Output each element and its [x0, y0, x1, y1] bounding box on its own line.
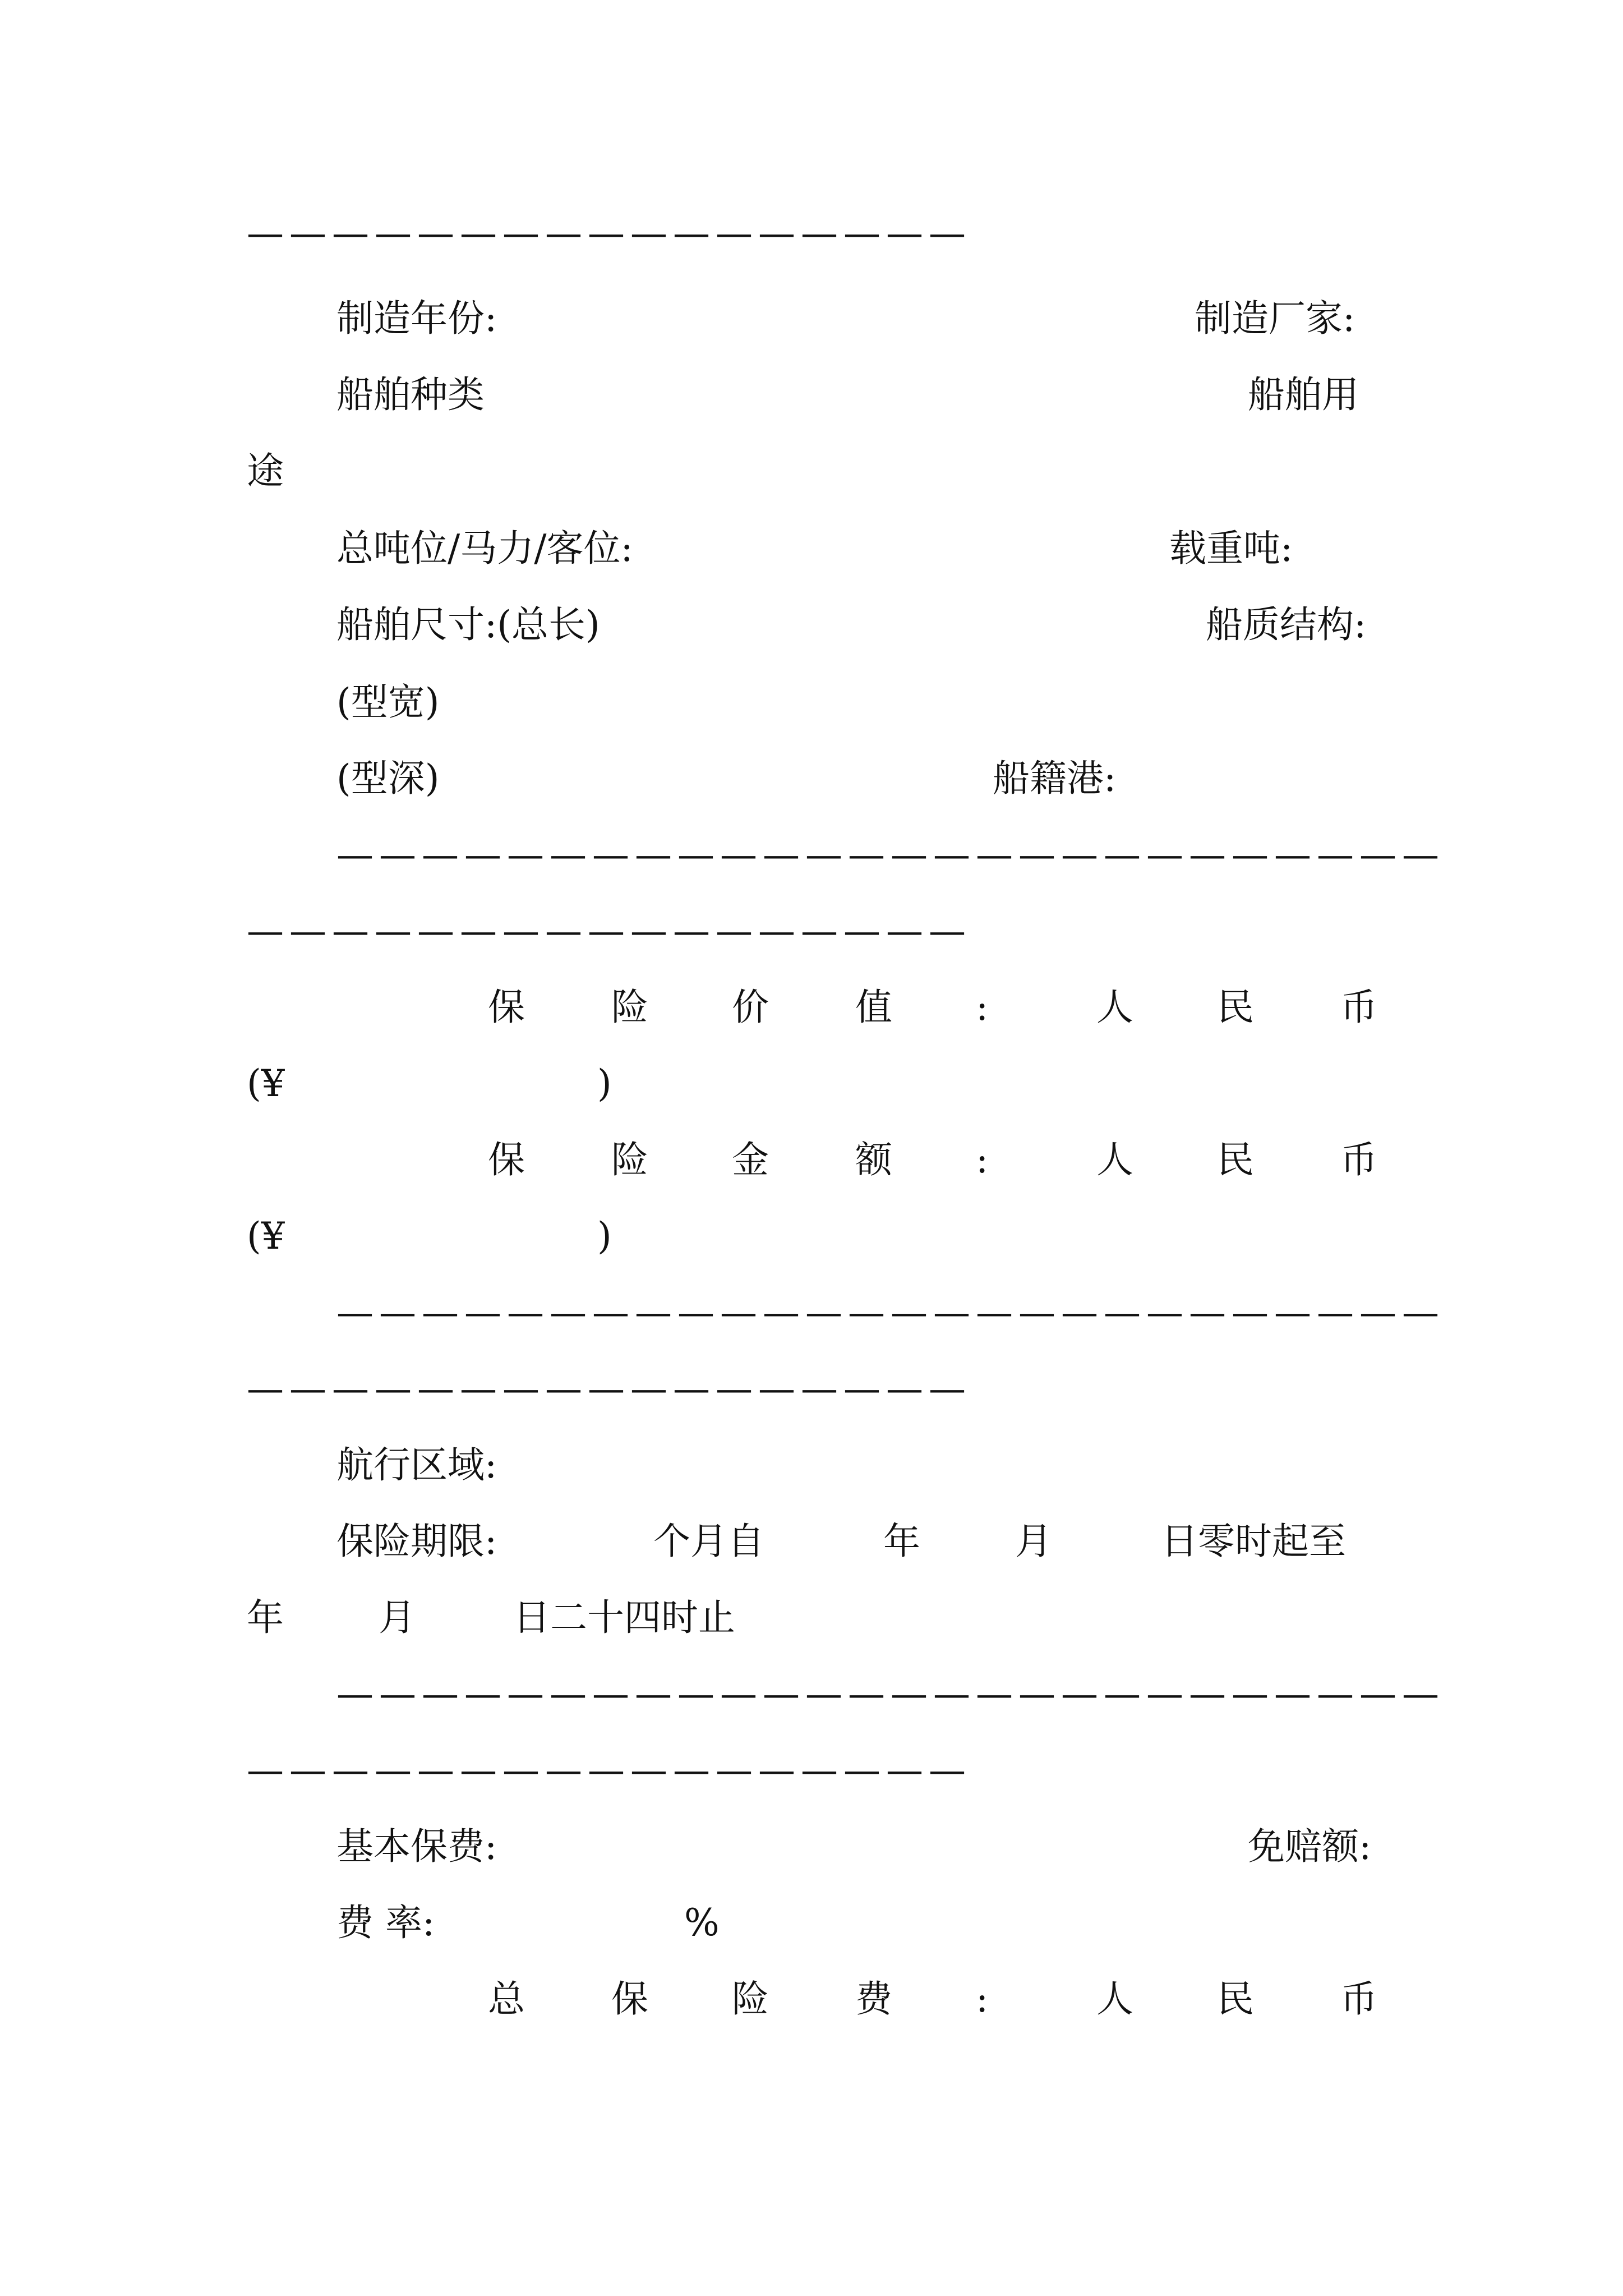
divider-line: ————————————————— — [247, 1749, 971, 1792]
period-end-year-label: 年 — [247, 1596, 284, 1639]
divider-line: —————————————————————————— — [336, 833, 1445, 876]
insured-amount-char: 保 — [488, 1138, 525, 1181]
ship-use-label-cont: 途 — [247, 449, 284, 493]
insured-value-char: 险 — [611, 986, 648, 1029]
divider-line: ————————————————— — [247, 1367, 971, 1410]
total-premium-char: 费 — [855, 1977, 892, 2021]
total-premium-char: 保 — [611, 1977, 648, 2021]
insured-amount-char: 人 — [1096, 1138, 1133, 1181]
total-premium-char: 险 — [732, 1977, 769, 2021]
hull-structure-label: 船质结构: — [1206, 603, 1367, 646]
deductible-label: 免赔额: — [1248, 1825, 1372, 1868]
deadweight-label: 载重吨: — [1169, 527, 1293, 570]
rate-label: 费 率: — [336, 1901, 435, 1944]
insured-value-char: : — [976, 986, 989, 1029]
base-premium-label: 基本保费: — [336, 1825, 497, 1868]
period-year-label: 年 — [883, 1520, 920, 1563]
period-start-label: 日零时起至 — [1161, 1520, 1346, 1563]
insured-value-char: 币 — [1340, 986, 1377, 1029]
insured-amount-yen-close: ) — [597, 1214, 612, 1258]
total-premium-char: 币 — [1340, 1977, 1377, 2021]
insured-amount-char: 币 — [1340, 1138, 1377, 1181]
insured-value-yen-close: ) — [597, 1062, 612, 1105]
insured-amount-char: 金 — [732, 1138, 769, 1181]
insured-amount-char: 险 — [611, 1138, 648, 1181]
registry-port-label: 船籍港: — [993, 757, 1117, 800]
insured-value-char: 民 — [1217, 986, 1254, 1029]
insured-value-char: 价 — [732, 986, 769, 1029]
size-length-label: 船舶尺寸:(总长) — [336, 603, 600, 646]
total-premium-char: 总 — [488, 1977, 525, 2021]
divider-line: —————————————————————————— — [336, 1672, 1445, 1715]
insured-value-char: 人 — [1096, 986, 1133, 1029]
size-width-label: (型宽) — [336, 680, 440, 724]
insured-value-char: 值 — [855, 986, 892, 1029]
maker-label: 制造厂家: — [1195, 297, 1355, 340]
total-premium-char: : — [976, 1977, 989, 2021]
ship-use-label: 船舶用 — [1248, 373, 1359, 416]
insurance-period-label: 保险期限: — [336, 1520, 497, 1563]
total-premium-char: 民 — [1217, 1977, 1254, 2021]
tonnage-label: 总吨位/马力/客位: — [336, 527, 633, 570]
period-end-label: 日二十四时止 — [513, 1596, 735, 1639]
insured-amount-char: 民 — [1217, 1138, 1254, 1181]
percent-sign: % — [684, 1901, 720, 1944]
size-depth-label: (型深) — [336, 757, 440, 800]
period-month-label: 月 — [1015, 1520, 1052, 1563]
period-end-month-label: 月 — [379, 1596, 416, 1639]
total-premium-char: 人 — [1096, 1977, 1133, 2021]
ship-type-label: 船舶种类 — [336, 373, 485, 416]
insured-value-char: 保 — [488, 986, 525, 1029]
divider-line: ————————————————— — [247, 211, 971, 255]
divider-line: —————————————————————————— — [336, 1291, 1445, 1334]
insured-amount-char: 额 — [855, 1138, 892, 1181]
divider-line: ————————————————— — [247, 909, 971, 953]
insured-value-yen-open: (¥ — [247, 1062, 285, 1105]
made-year-label: 制造年份: — [336, 297, 497, 340]
insured-amount-char: : — [976, 1138, 989, 1181]
period-months-label: 个月自 — [653, 1520, 764, 1563]
insured-amount-yen-open: (¥ — [247, 1214, 285, 1258]
navigation-area-label: 航行区域: — [336, 1443, 497, 1487]
